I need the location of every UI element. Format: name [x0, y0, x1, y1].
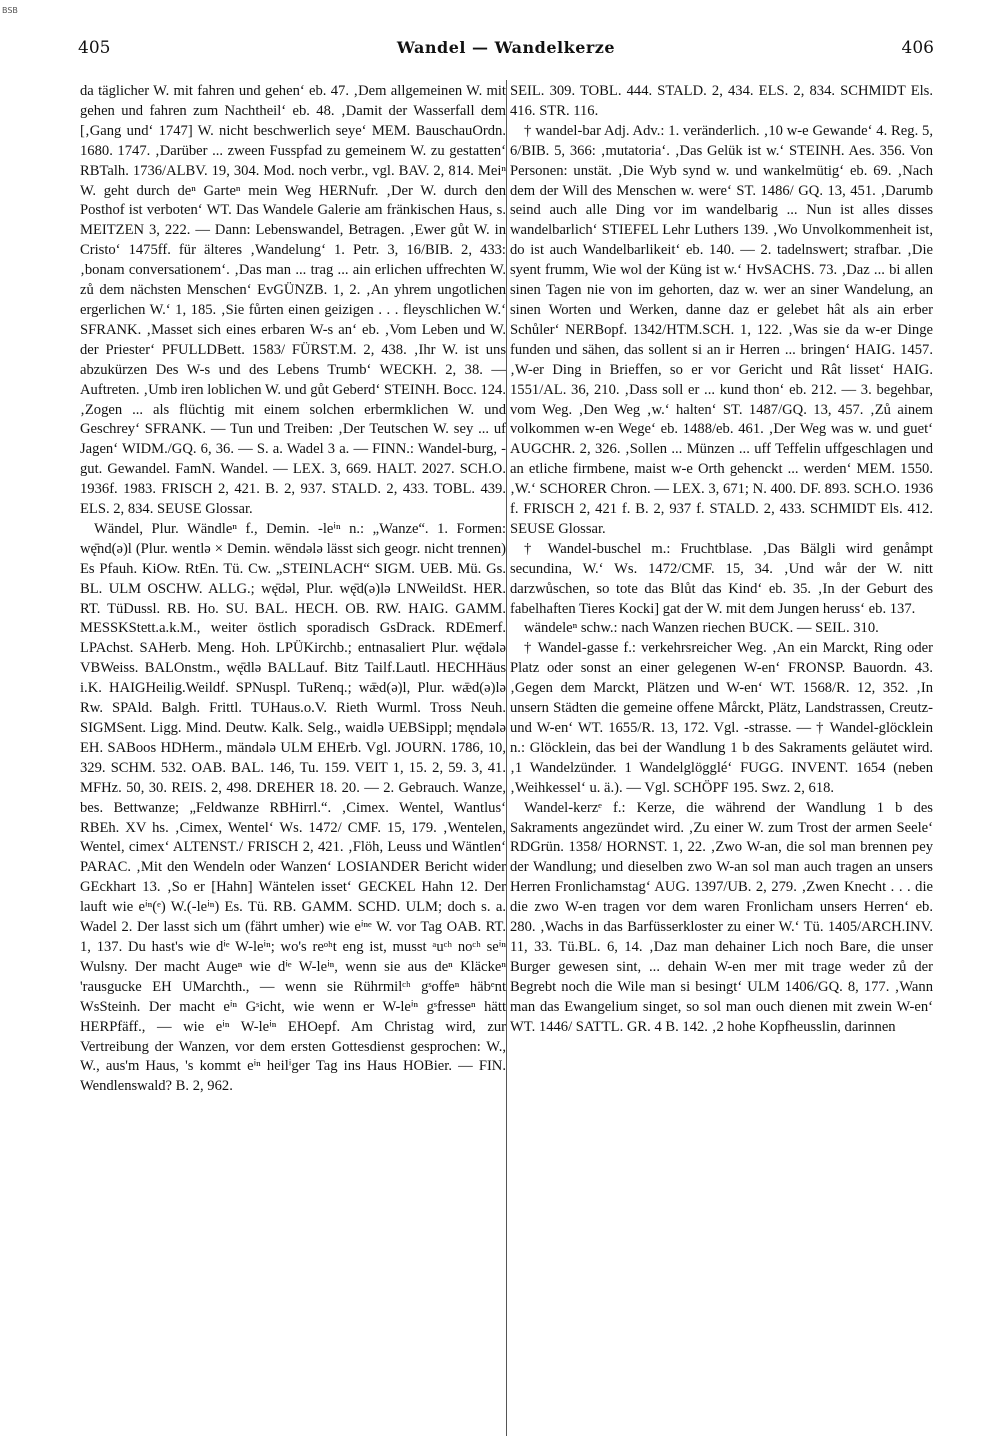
entry-paragraph: wändeleⁿ schw.: nach Wanzen riechen BUCK. — SEIL. 310. [524, 620, 879, 637]
page-header [78, 38, 934, 66]
column-divider [506, 80, 507, 1436]
running-title: Wandel — Wandelkerze [396, 38, 616, 57]
right-column [510, 82, 933, 1437]
library-stamp: BSB [2, 6, 18, 15]
entry-paragraph: Wändel, Plur. Wändleⁿ f., Demin. -leⁱⁿ n.: „Wanze“. 1. Formen: wę̄nd(ə)l (Plur. wentlə × Demin. wēndələ lässt sich geogr. nicht trennen) Es Pfauh. KiOw. RtEn. Tü. Cw. „STEINLACH“ SIGM. UEB. Mü. Gs. BL. ULM OSCHW. ALLG.; wę̄dəl, Plur. wę̄d(ə)lə LNWeildSt. HER. RT. TüDussl. RB. Ho. SU. BAL. HECH. OB. RW. HAIG. GAMM. MESSKStett.a.k.M., weiter östlich sporadisch GsDrack. RDEmerf. LPAchst. SAHerb. Meng. Hoh. LPÜKirchb.; entnasaliert Plur. wę̄dələ VBWeiss. BALOnstm., wę̄dlə BALLauf. Bitz Tailf.Lautl. HECHHäus i.K. HAIGHeilig.Weildf. SPNuspl. TuRenq.; wǣd(ə)l, Plur. wǣd(ə)lə Rw. SPAld. Balgh. Frittl. TUHaus.o.V. Rieth Wurml. Tross Neuh. SIGMSent. Ligg. Mind. Deutw. Kalk. Selg., waidlə UEBSippl; męndələ EH. SABoos HDHerm., mändələ ULM EHErb. Vgl. JOURN. 1786, 10, 329. SCHM. 532. OAB. BAL. 146, Tu. 159. VEIT 1, 15. 2, 59. 3, 41. MFHz. 50, 30. REIS. 2, 498. DREHER 18. 20. — 2. Gebrauch. Wanze, bes. Bettwanze; „Feldwanze RBHirrl.“. ‚Cimex. Wentel, Wantlus‘ RBEh. XV hs. ‚Cimex, Wentel‘ Ws. 1472/ CMF. 15, 179. ‚Wentelen, Wentel, cimex‘ ALTENST./ FRISCH 2, 421. ‚Flöh, Leuss und Wäntlen‘ PARAC. ‚Mit den Wendeln oder Wanzen‘ LOSIANDER Bericht wider GEckhart 13. ‚So er [Hahn] Wäntelen isset‘ GECKEL Hahn 12. Der lauft wie eⁱⁿ(ᵉ) W.(-leⁱⁿ) Es. Tü. RB. GAMM. SCHD. ULM; doch s. a. Wadel 2. Der lasst sich um (fährt umher) wie eⁱⁿᵉ W. vor Tag OAB. RT. 1, 137. Du hast's wie dⁱᵉ W-leⁱⁿ; wo's reᵒʰt eng ist, musst ᵃuᶜʰ noᶜʰ seⁱⁿ Wulsny. Der macht Augeⁿ wie dⁱᵉ W-leⁱⁿ, wenn sie aus deⁿ Kläckeⁿ 'rausgucke EH UMarchth., — wenn sie Rührmilᶜʰ gˢoffeⁿ häbᵉnt WsSteinh. Der macht eⁱⁿ Gˢicht, wie wenn er W-leⁱⁿ gˢfresseⁿ hätt HERPfäff., — wie eⁱⁿ W-leⁱⁿ EHOepf. Am Christag wird, zur Vertreibung der Wanzen, vor dem ersten Gottesdienst gesprochen: W., W., aus'm Haus, 's kommt eⁱⁿ heilⁱger Tag ins Haus HOBier. — FIN. Wendlenswald? B. 2, 962. [80, 520, 506, 1095]
entry-paragraph: † Wandel-gasse f.: verkehrsreicher Weg. ‚An ein Marckt, Ring oder Platz oder sonst an einer gelegenen W-en‘ FRONSP. Bauordn. 43. ‚Gegen dem Marckt, Plätzen und W-en‘ WT. 1568/R. 12, 352. ‚In unsern Städten die gemeine offene Mårckt, Plätz, Landstrassen, Creutz- und W-en‘ WT. 1655/R. 13, 172. Vgl. -strasse. — † Wandel-glöcklein n.: Glöcklein, das bei der Wandlung 1 b des Sakraments geläutet wird. ‚1 Wandelzünder. 1 Wandelglögglé‘ FUGG. INVENT. 1654 (neben ‚Weihkessel‘ u. ä.). — Vgl. SCHÖPF 195. Swz. 2, 618. [510, 640, 933, 796]
entry-paragraph: SEIL. 309. TOBL. 444. STALD. 2, 434. ELS. 2, 834. SCHMIDT Els. 416. STR. 116. [510, 83, 933, 119]
entry-paragraph: † wandel-bar Adj. Adv.: 1. veränderlich. ‚10 w-e Gewande‘ 4. Reg. 5, 6/BIB. 5, 366: ‚mutatoria‘. ‚Das Gelük ist w.‘ STEINH. Aes. 356. Von Personen: unstät. ‚Die Wyb synd w. und wankelmütig‘ eb. 69. ‚Nach dem der Will des Menschen w. were‘ ST. 1486/ GQ. 13, 451. ‚Darumb seind auch alle Ding vor im wandelbarig ... Nun ist alles disses wandelbarlich‘ STIEFEL Lehr Luthers 139. ‚Wo Unvolkommenheit ist, do ist auch Wandelbarlikeit‘ eb. 140. — 2. tadelnswert; strafbar. ‚Die syent frumm, Wie wol der Küng ist w.‘ HvSACHS. 73. ‚Daz ... bi allen sinen Tagen nie von im gehorten, daz w. wer an siner Wandelung, an sinen Worten und Werken, danne daz er gelebet hât als ain erber Schůler‘ NERBopf. 1342/HTM.SCH. 1, 122. ‚Was sie da w-er Dinge funden und sähen, das sollent si an ir Herren ... bringen‘ HAIG. 1457. ‚W-er Ding in Brieffen, so er vor Gericht und Rât lisset‘ HAIG. 1551/AL. 36, 210. ‚Dass soll er ... kund thon‘ eb. 212. — 3. begehbar, vom Weg. ‚Den Weg ‚w.‘ halten‘ ST. 1487/GQ. 13, 457. ‚Zů ainem volkommen w-en Wege‘ eb. 1488/eb. 461. ‚Der Weg was w. und guet‘ AUGCHR. 2, 326. ‚Sollen ... Münzen ... uff Teffelin uffgeschlagen und an etliche firmbene, maist w-e Orth gehenckt ... werden‘ MEM. 1550. ‚W.‘ SCHORER Chron. — LEX. 3, 671; N. 400. DF. 893. SCH.O. 1936 f. FRISCH 2, 421 f. B. 2, 937 f. STALD. 2, 433. SCHMIDT Els. 412. SEUSE Glossar. [510, 122, 933, 537]
page-number-right: 406 [901, 38, 934, 58]
entry-paragraph: † Wandel-buschel m.: Fruchtblase. ‚Das Bälgli wird genåmpt secundina, W.‘ Ws. 1472/CMF. 15, 34. ‚Und wår der W. nitt darzwůschen, so tote das Blůt das Kind‘ eb. 35. ‚In der Geburt des fabelhaften Tieres Kocki] gat der W. mit dem Jungen heruss‘ eb. 137. [510, 540, 933, 617]
entry-paragraph: Wandel-kerzᵉ f.: Kerze, die während der Wandlung 1 b des Sakraments angezündet wird. ‚Zu einer W. zum Trost der armen Seele‘ RDGrün. 1358/ HORNST. 1, 22. ‚Zwo W-an, die sol man brennen pey der Wandlung; und dieselben zwo W-an sol man auch tragen an unsers Herren Fronlichamstag‘ AUG. 1397/UB. 2, 279. ‚Zwen Knecht . . . die die zwo W-en tragen vor dem waren Fronlicham unsers Herren‘ eb. 280. ‚Wachs in das Barfüsserkloster zu einer W.‘ Tü. 1405/ARCH.INV. 11, 33. Tü.BL. 6, 14. ‚Daz man dehainer Lich noch Bare, die unser Burger gewesen sint, ... dehain W-en mer mit trage weder zů der Begrebt noch die Wile man si besingt‘ ULM 1406/GQ. 8, 177. ‚Wann man das Ewangelium singet, so sol man ouch dienen mit zwein W-en‘ WT. 1446/ SATTL. GR. 4 B. 142. ‚2 hohe Kopfheusslin, darinnen [510, 799, 933, 1035]
page-number-left: 405 [78, 38, 111, 58]
entry-paragraph: da täglicher W. mit fahren und gehen‘ eb. 47. ‚Dem allgemeinen W. mit gehen und fahren zum Nachtheil‘ eb. 48. ‚Damit der Wasserfall dem [‚Gang und‘ 1747] W. nicht beschwerlich seye‘ MEM. BauschauOrdn. 1680. 1747. ‚Darüber ... zween Fusspfad zu gemeinem W. zu gestatten‘ RBTalh. 1736/ALBV. 19, 304. Mod. noch verbr., vgl. BAV. 2, 814. Meiⁿ W. geht durch deⁿ Garteⁿ mein Weg HERNufr. ‚Der W. durch den Posthof ist verboten‘ WT. Das Wandele Galerie am fränkischen Haus, s. MEITZEN 3, 222. — Dann: Lebenswandel, Betragen. ‚Ewer gůt W. in Cristo‘ 1475ff. für älteres ‚Wandelung‘ 1. Petr. 3, 16/BIB. 2, 433: ‚bonam conversationem‘. ‚Das man ... trag ... ain erlichen uffrechten W. zů dem nächsten Menschen‘ EvGÜNZB. 1, 2. ‚An yhrem ungotlichen ergerlichen W.‘ 1, 185. ‚Sie fůrten einen geizigen . . . fleyschlichen W.‘ SFRANK. ‚Masset sich eines erbaren W-s an‘ eb. ‚Vom Leben und W. der Priester‘ PFULLDBett. 1583/ FÜRST.M. 2, 438. ‚Ihr W. ist uns abzukürzen Des W-s und des Lebens Trumb‘ WECKH. 2, 38. — Auftreten. ‚Umb iren loblichen W. und gůt Geberd‘ STEINH. Bocc. 124. ‚Zogen ... als flüchtig mit einem solchen erbermklichen W. und Geschrey‘ SFRANK. — Tun und Treiben: ‚Der Teutschen W. sey ... uf Jagen‘ WIDM./GQ. 6, 36. — S. a. Wadel 3 a. — FINN.: Wandel-burg, -gut. Gewandel. FamN. Wandel. — LEX. 3, 669. HALT. 2027. SCH.O. 1936f. 1983. FRISCH 2, 421. B. 2, 937. STALD. 2, 433. TOBL. 439. ELS. 2, 834. SEUSE Glossar. [80, 83, 506, 518]
left-column [80, 82, 506, 1437]
